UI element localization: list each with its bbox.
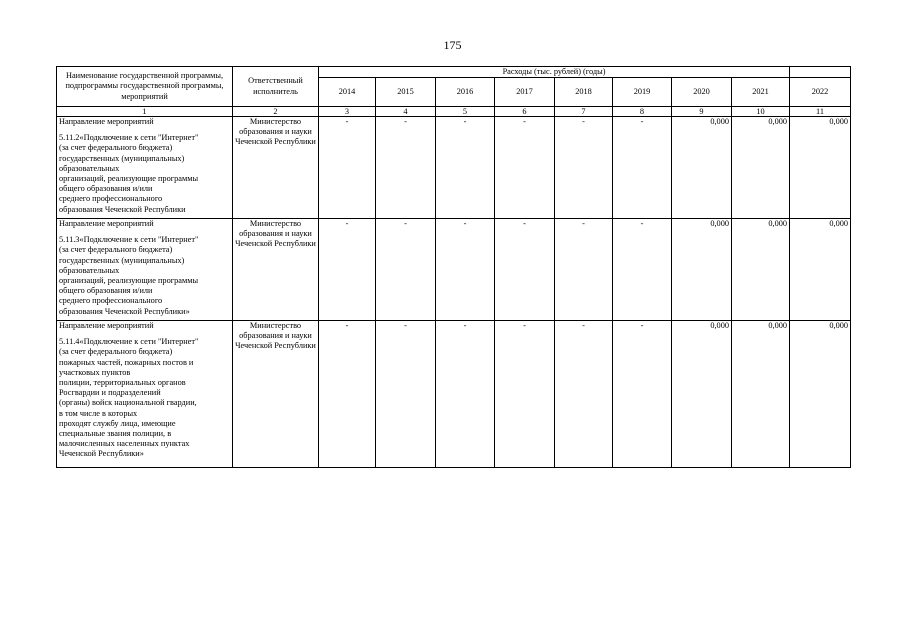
header-year: 2016 [436,78,495,107]
value-cell: - [319,219,376,321]
column-number: 11 [790,107,851,117]
column-number: 6 [495,107,555,117]
budget-table [56,66,851,468]
value-cell: - [495,219,555,321]
measure-name-line: Направление мероприятий [59,321,154,330]
value-cell: 0,000 [732,117,790,219]
measure-name-line: (за счет федерального бюджета) [59,143,173,153]
value-cell: - [613,219,672,321]
header-year: 2015 [376,78,436,107]
measure-name-line: Направление мероприятий [59,219,154,228]
header-empty-cell [790,67,851,78]
value-cell: - [436,321,495,468]
measure-name-cell [57,219,233,321]
value-cell: - [319,117,376,219]
measure-name-cell [57,321,233,468]
measure-name-line: 5.11.4«Подключение к сети "Интернет" [59,337,199,347]
measure-name-line: малочисленных населенных пунктах [59,439,190,449]
measure-name-cell [57,117,233,219]
value-cell: 0,000 [732,321,790,468]
value-cell: - [495,321,555,468]
value-cell: - [555,321,613,468]
measure-name-line: среднего профессионального [59,194,163,204]
column-number: 9 [672,107,732,117]
measure-name-line: Направление мероприятий [59,117,154,126]
measure-name-line: образовательных [59,163,120,173]
column-number: 2 [233,107,319,117]
header-row [57,67,851,78]
column-number: 7 [555,107,613,117]
measure-name-line: специальные звания полиции, в [59,429,172,439]
column-number: 5 [436,107,495,117]
column-number: 10 [732,107,790,117]
value-cell: - [376,117,436,219]
value-cell: - [319,321,376,468]
measure-name-line: (за счет федерального бюджета) [59,245,173,255]
value-cell: 0,000 [672,321,732,468]
value-cell: - [613,117,672,219]
measure-name-line: образования Чеченской Республики [59,204,186,214]
column-number: 8 [613,107,672,117]
value-cell: - [555,219,613,321]
header-year: 2019 [613,78,672,107]
measure-name-line: общего образования и/или [59,184,153,194]
value-cell: 0,000 [672,219,732,321]
measure-name-line: среднего профессионального [59,296,163,306]
measure-name-line: в том числе в которых [59,408,138,418]
column-number: 1 [57,107,233,117]
value-cell: 0,000 [790,117,851,219]
measure-name-line: образования Чеченской Республики» [59,306,190,316]
value-cell: 0,000 [672,117,732,219]
measure-name-line: 5.11.3«Подключение к сети "Интернет" [59,235,199,245]
page-number: 175 [443,38,462,52]
measure-name-line: полиции, территориальных органов [59,378,186,388]
table-row [57,321,851,468]
executor-cell: Министерство образования и науки Чеченской Республики [233,219,319,321]
header-year: 2017 [495,78,555,107]
measure-name-line: общего образования и/или [59,286,153,296]
measure-name-line: организаций, реализующие программы [59,276,199,286]
measure-name-line: организаций, реализующие программы [59,174,199,184]
measure-name-line: проходят службу лица, имеющие [59,418,176,428]
value-cell: 0,000 [790,321,851,468]
value-cell: - [613,321,672,468]
measure-name-line: 5.11.2«Подключение к сети "Интернет" [59,133,199,143]
measure-name-line: образовательных [59,265,120,275]
header-year: 2020 [672,78,732,107]
value-cell: - [436,219,495,321]
executor-cell: Министерство образования и науки Чеченской Республики [233,321,319,468]
table-row [57,117,851,219]
measure-name-line: государственных (муниципальных) [59,255,185,265]
header-executor-column: Ответственный исполнитель [233,67,319,107]
measure-name-line: участковых пунктов [59,367,131,377]
executor-cell: Министерство образования и науки Чеченской Республики [233,117,319,219]
header-year: 2022 [790,78,851,107]
value-cell: 0,000 [732,219,790,321]
measure-name-line: (за счет федерального бюджета) [59,347,173,357]
header-year: 2014 [319,78,376,107]
value-cell: - [495,117,555,219]
measure-name-line: государственных (муниципальных) [59,153,185,163]
table-row [57,219,851,321]
header-year: 2021 [732,78,790,107]
value-cell: 0,000 [790,219,851,321]
measure-name-line: (органы) войск национальной гвардии, [59,398,197,408]
column-number: 4 [376,107,436,117]
header-year: 2018 [555,78,613,107]
value-cell: - [555,117,613,219]
column-number: 3 [319,107,376,117]
value-cell: - [376,321,436,468]
measure-name-line: пожарных частей, пожарных постов и [59,357,194,367]
measure-name-line: Росгвардии и подразделений [59,388,161,398]
value-cell: - [436,117,495,219]
header-expenses-caption: Расходы (тыс. рублей) (годы) [319,67,790,78]
measure-name-line: Чеченской Республики» [59,449,144,459]
column-numbers-row [57,107,851,117]
value-cell: - [376,219,436,321]
header-name-column: Наименование государственной программы, подпрограммы государственной программы, мероприятий [57,67,233,107]
